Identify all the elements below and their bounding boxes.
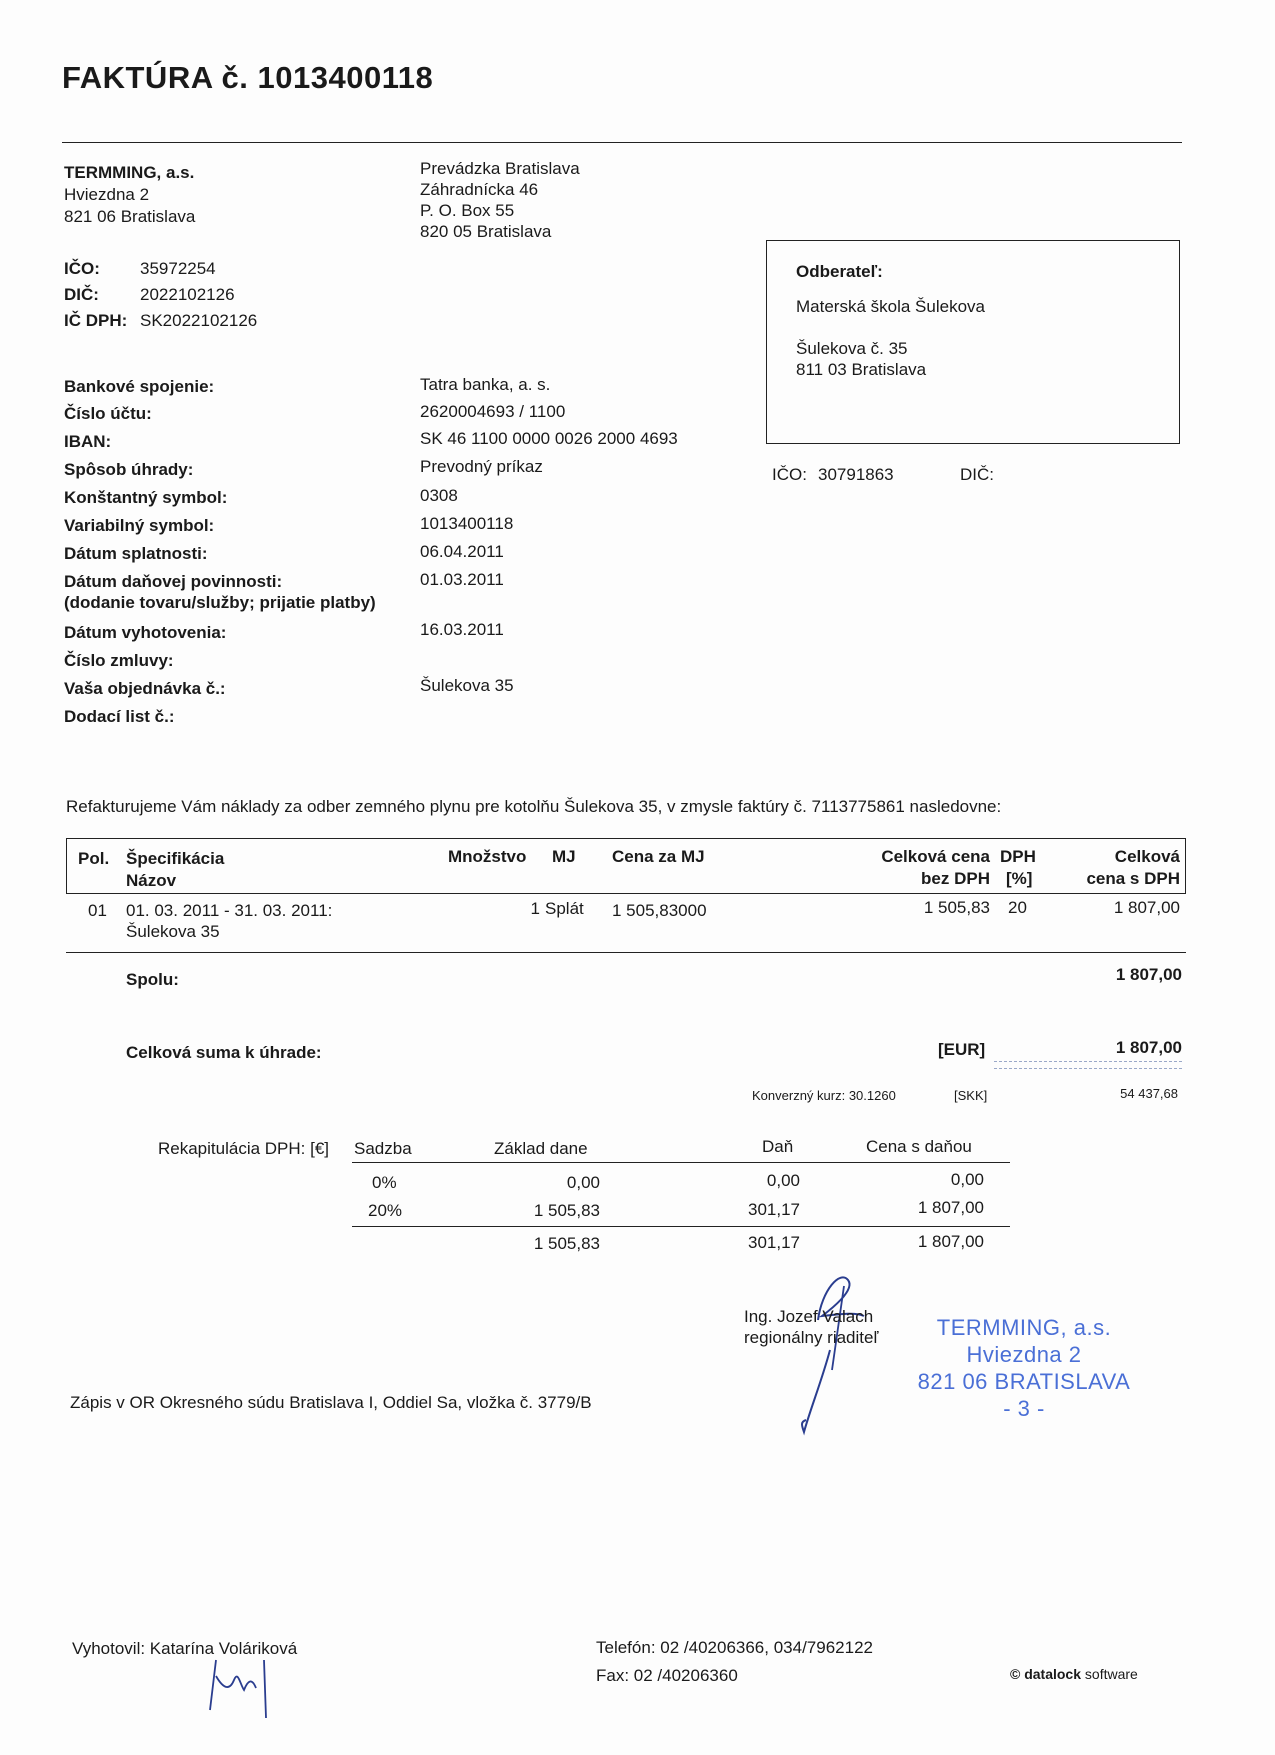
col-price: Cena za MJ [612, 847, 705, 866]
customer-name: Materská škola Šulekova [796, 297, 985, 316]
sum-underline [994, 1061, 1182, 1062]
customer-heading: Odberateľ: [796, 262, 883, 281]
software-brand: © datalock [1010, 1666, 1082, 1682]
col-gross: Celková [1114, 847, 1180, 866]
ico-value: 35972254 [140, 259, 216, 278]
detail-value: Šulekova 35 [420, 676, 514, 695]
conversion-rate: Konverzný kurz: 30.1260 [752, 1088, 896, 1103]
detail-label: Dátum vyhotovenia: [64, 623, 227, 642]
header-divider [62, 142, 1182, 143]
icdph-value: SK2022102126 [140, 311, 258, 330]
prepared-by: Vyhotovil: Katarína Voláriková [72, 1639, 298, 1658]
customer-city: 811 03 Bratislava [796, 360, 927, 379]
sum-underline [994, 1068, 1182, 1069]
detail-label: Číslo účtu: [64, 404, 152, 423]
col-vat-sub: [%] [1006, 869, 1033, 888]
dic-label: DIČ: [64, 285, 99, 304]
sum-label: Celková suma k úhrade: [126, 1043, 322, 1062]
fax-text: Fax: 02 /40206360 [596, 1666, 738, 1685]
customer-dic-label: DIČ: [960, 465, 994, 484]
stamp-line: TERMMING, a.s. [936, 1315, 1112, 1340]
col-gross-sub: cena s DPH [1086, 869, 1180, 888]
software-word: software [1084, 1666, 1138, 1682]
table-bottom-divider [66, 952, 1186, 953]
vat-row-rate: 20% [368, 1201, 403, 1220]
icdph-label: IČ DPH: [64, 311, 128, 330]
detail-label: Vaša objednávka č.: [64, 679, 226, 698]
vat-row-total: 0,00 [950, 1170, 984, 1189]
detail-label: IBAN: [64, 432, 112, 451]
row-name: Šulekova 35 [126, 922, 220, 941]
col-net: Celková cena [881, 847, 990, 866]
detail-value: 16.03.2011 [420, 620, 504, 639]
phone-text: Telefón: 02 /40206366, 034/7962122 [596, 1638, 873, 1657]
table-header-divider [66, 893, 1186, 894]
row-gross: 1 807,00 [1113, 898, 1180, 917]
customer-ico: 30791863 [818, 465, 894, 484]
customer-ico-label: IČO: [772, 465, 807, 484]
row-qty: 1 [530, 899, 540, 918]
supplier-street: Hviezdna 2 [64, 185, 150, 204]
row-spec: 01. 03. 2011 - 31. 03. 2011: [126, 901, 333, 920]
detail-label: Dátum daňovej povinnosti: [64, 572, 283, 591]
detail-label: Variabilný symbol: [64, 516, 215, 535]
vat-row-tax: 0,00 [766, 1171, 800, 1190]
vat-sum-tax: 301,17 [748, 1233, 800, 1252]
row-vat: 20 [1008, 898, 1027, 917]
sum-currency: [EUR] [938, 1040, 986, 1059]
col-vat: DPH [1000, 847, 1036, 866]
detail-value: Prevodný príkaz [420, 457, 543, 476]
dic-value: 2022102126 [140, 285, 235, 304]
vat-sum-total: 1 807,00 [917, 1232, 984, 1251]
preparer-signature [200, 1640, 290, 1720]
detail-value: Tatra banka, a. s. [420, 375, 551, 394]
invoice-title: FAKTÚRA č. 1013400118 [62, 60, 434, 95]
vat-col-base: Základ dane [494, 1139, 588, 1158]
ico-label: IČO: [64, 259, 100, 278]
stamp-line: Hviezdna 2 [966, 1342, 1082, 1367]
col-mj: MJ [552, 847, 576, 866]
detail-note: (dodanie tovaru/služby; prijatie platby) [64, 593, 376, 612]
col-pol: Pol. [78, 849, 110, 868]
software-credit [1010, 1666, 1138, 1682]
detail-label: Dátum splatnosti: [64, 544, 208, 563]
supplier-name: TERMMING, a.s. [64, 163, 195, 182]
vat-col-rate: Sadzba [354, 1139, 412, 1158]
sum-value: 1 807,00 [1115, 1038, 1182, 1057]
detail-label: Spôsob úhrady: [64, 460, 194, 479]
conversion-value: 54 437,68 [1120, 1086, 1178, 1101]
vat-col-tax: Daň [762, 1137, 794, 1156]
detail-value: 0308 [420, 486, 458, 505]
detail-label: Konštantný symbol: [64, 488, 228, 507]
vat-row-tax: 301,17 [748, 1200, 800, 1219]
supplier-city: 821 06 Bratislava [64, 207, 196, 226]
stamp-line: - 3 - [1003, 1396, 1045, 1421]
detail-value: 06.04.2011 [420, 542, 504, 561]
conversion-currency: [SKK] [954, 1088, 988, 1103]
detail-label: Bankové spojenie: [64, 377, 215, 396]
register-text: Zápis v OR Okresného súdu Bratislava I, Oddiel Sa, vložka č. 3779/B [70, 1393, 592, 1412]
col-spec: Špecifikácia [126, 849, 225, 868]
col-qty: Množstvo [448, 847, 527, 866]
vat-row-total: 1 807,00 [917, 1198, 984, 1217]
spolu-value: 1 807,00 [1115, 965, 1182, 984]
row-price: 1 505,83000 [612, 901, 707, 920]
vat-sum-base: 1 505,83 [533, 1234, 600, 1253]
branch-line: 820 05 Bratislava [420, 222, 552, 241]
branch-line: Záhradnícka 46 [420, 180, 539, 199]
stamp-line: 821 06 BRATISLAVA [917, 1369, 1131, 1394]
detail-value: SK 46 1100 0000 0026 2000 4693 [420, 429, 678, 448]
vat-row-base: 0,00 [566, 1173, 600, 1192]
col-net-sub: bez DPH [921, 869, 990, 888]
vat-row-rate: 0% [372, 1173, 397, 1192]
vat-row-base: 1 505,83 [533, 1201, 600, 1220]
row-mj: Splát [545, 899, 584, 918]
row-net: 1 505,83 [923, 898, 990, 917]
detail-value: 01.03.2011 [420, 570, 504, 589]
detail-value: 2620004693 / 1100 [420, 402, 566, 421]
signer-role: regionálny riaditeľ [744, 1328, 879, 1347]
vat-header-divider [352, 1162, 1010, 1163]
detail-value: 1013400118 [420, 514, 514, 533]
detail-label: Číslo zmluvy: [64, 651, 174, 670]
detail-label: Dodací list č.: [64, 707, 175, 726]
branch-line: P. O. Box 55 [420, 201, 515, 220]
col-name: Názov [126, 871, 177, 890]
vat-recap-label: Rekapitulácia DPH: [€] [158, 1139, 330, 1158]
signer-name: Ing. Jozef Valach [744, 1307, 874, 1326]
vat-col-total: Cena s daňou [866, 1137, 972, 1156]
spolu-label: Spolu: [126, 970, 179, 989]
branch-line: Prevádzka Bratislava [420, 159, 580, 178]
customer-street: Šulekova č. 35 [796, 339, 908, 358]
row-pol: 01 [88, 901, 107, 920]
intro-text: Refakturujeme Vám náklady za odber zemného plynu pre kotolňu Šulekova 35, v zmysle faktúry č. 7113775861 nasledovne: [66, 797, 1002, 816]
vat-sum-divider [352, 1226, 1010, 1227]
